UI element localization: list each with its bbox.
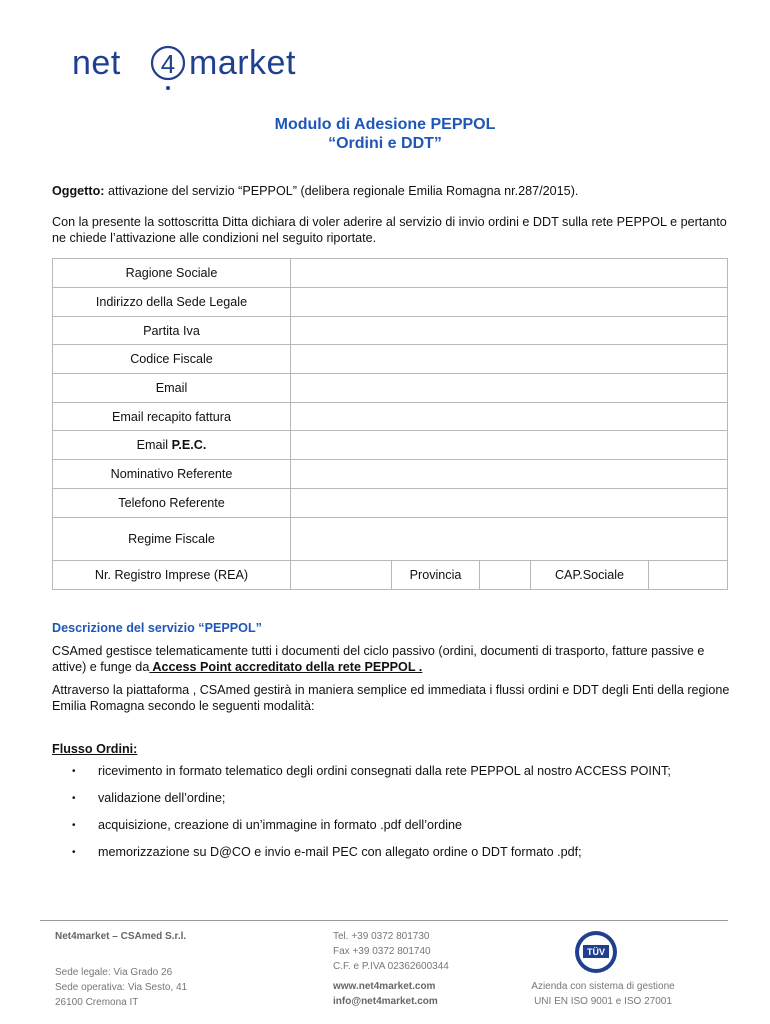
email-field[interactable]	[291, 374, 728, 403]
form-row	[53, 374, 728, 403]
oggetto-paragraph	[52, 183, 732, 199]
bullet-icon: •	[72, 793, 76, 804]
nominativo-referente-field[interactable]	[291, 460, 728, 489]
intro-paragraph: Con la presente la sottoscritta Ditta dichiara di voler aderire al servizio di invio ordini e DDT sulla rete PEPPOL e pertanto ne chiede l’attivazione alle condizioni nel seguito riportate.	[52, 215, 727, 245]
footer-website-link[interactable]: www.net4market.com	[333, 981, 436, 992]
bullet-icon: •	[72, 766, 76, 777]
footer-iso	[498, 979, 708, 1009]
field-label: Regime Fiscale	[53, 518, 291, 561]
provincia-label: Provincia	[392, 561, 480, 590]
flusso-ordini-heading: Flusso Ordini:	[52, 742, 138, 756]
footer-contacts	[333, 929, 449, 974]
field-label: Nominativo Referente	[53, 460, 291, 489]
descrizione-heading: Descrizione del servizio “PEPPOL”	[52, 621, 262, 635]
footer-iso-line: UNI EN ISO 9001 e ISO 27001	[534, 996, 672, 1007]
form-row	[53, 259, 728, 288]
descrizione-paragraph-1	[52, 643, 732, 675]
telefono-referente-field[interactable]	[291, 489, 728, 518]
document-title: Modulo di Adesione PEPPOL	[274, 116, 496, 133]
logo-4-circle-icon	[150, 42, 186, 94]
tuv-certification-icon	[574, 930, 618, 974]
document-subtitle: “Ordini e DDT”	[328, 135, 442, 152]
footer-vat: C.F. e P.IVA 02362600344	[333, 961, 449, 972]
field-label: Email	[53, 374, 291, 403]
list-item	[52, 791, 732, 806]
email-pec-label: Email	[136, 438, 172, 452]
adhesion-form-table	[52, 258, 728, 590]
descrizione-text: CSAmed gestisce telematicamente tutti i documenti del ciclo passivo (ordini, documenti di trasporto, fatture passive e attive) e funge da	[52, 644, 705, 674]
email-recapito-fattura-field[interactable]	[291, 403, 728, 431]
tuv-logo-text: TÜV	[587, 947, 605, 957]
ragione-sociale-field[interactable]	[291, 259, 728, 288]
flusso-ordini-list	[52, 764, 732, 872]
list-item	[52, 764, 732, 779]
net4market-logo	[72, 40, 332, 96]
field-label: Partita Iva	[53, 317, 291, 345]
field-label: Email recapito fattura	[53, 403, 291, 431]
email-pec-field[interactable]	[291, 431, 728, 460]
form-row	[53, 489, 728, 518]
logo-text-net: net	[72, 44, 121, 82]
footer-iso-line: Azienda con sistema di gestione	[531, 981, 675, 992]
registro-imprese-field[interactable]	[291, 561, 392, 590]
footer-address-line: Sede operativa: Via Sesto, 41	[55, 982, 188, 993]
footer-phone: Tel. +39 0372 801730	[333, 931, 430, 942]
bullet-icon: •	[72, 820, 76, 831]
list-item-text: memorizzazione su D@CO e invio e-mail PEC con allegato ordine o DDT formato .pdf;	[98, 845, 582, 859]
footer-divider	[40, 920, 728, 921]
field-label: Ragione Sociale	[53, 259, 291, 288]
access-point-text: Access Point accreditato della rete PEPPOL .	[149, 660, 423, 674]
logo-text-market: market	[189, 44, 296, 82]
field-label-pec	[53, 431, 291, 460]
form-row	[53, 460, 728, 489]
logo-digit: 4	[160, 49, 176, 79]
footer-email-link[interactable]: info@net4market.com	[333, 996, 438, 1007]
form-row	[53, 518, 728, 561]
codice-fiscale-field[interactable]	[291, 345, 728, 374]
form-row	[53, 317, 728, 345]
list-item	[52, 818, 732, 833]
field-label: Indirizzo della Sede Legale	[53, 288, 291, 317]
oggetto-text: attivazione del servizio “PEPPOL” (delibera regionale Emilia Romagna nr.287/2015).	[104, 184, 579, 198]
provincia-field[interactable]	[480, 561, 531, 590]
list-item-text: acquisizione, creazione di un’immagine in formato .pdf dell’ordine	[98, 818, 463, 832]
footer-address-line: Sede legale: Via Grado 26	[55, 967, 173, 978]
footer-address	[55, 965, 187, 1010]
list-item-text: validazione dell’ordine;	[98, 791, 226, 805]
cap-sociale-field[interactable]	[649, 561, 728, 590]
list-item-text: ricevimento in formato telematico degli ordini consegnati dalla rete PEPPOL al nostro ACCESS POINT;	[98, 764, 671, 778]
bullet-icon: •	[72, 847, 76, 858]
field-label: Telefono Referente	[53, 489, 291, 518]
footer-fax: Fax +39 0372 801740	[333, 946, 431, 957]
partita-iva-field[interactable]	[291, 317, 728, 345]
form-row	[53, 431, 728, 460]
regime-fiscale-field[interactable]	[291, 518, 728, 561]
list-item	[52, 845, 732, 860]
form-row	[53, 561, 728, 590]
form-row	[53, 403, 728, 431]
form-row	[53, 345, 728, 374]
indirizzo-sede-legale-field[interactable]	[291, 288, 728, 317]
field-label: Codice Fiscale	[53, 345, 291, 374]
footer-company: Net4market – CSAmed S.r.l.	[55, 931, 187, 942]
cap-sociale-label: CAP.Sociale	[531, 561, 649, 590]
footer-address-line: 26100 Cremona IT	[55, 997, 139, 1008]
pec-bold-label: P.E.C.	[171, 438, 207, 452]
form-row	[53, 288, 728, 317]
descrizione-paragraph-2: Attraverso la piattaforma , CSAmed gestirà in maniera semplice ed immediata i flussi ordini e DDT degli Enti della regione Emilia Romagna secondo le seguenti modalità:	[52, 683, 730, 713]
oggetto-label: Oggetto:	[52, 184, 105, 198]
footer-web	[333, 979, 438, 1009]
field-label: Nr. Registro Imprese (REA)	[53, 561, 291, 590]
